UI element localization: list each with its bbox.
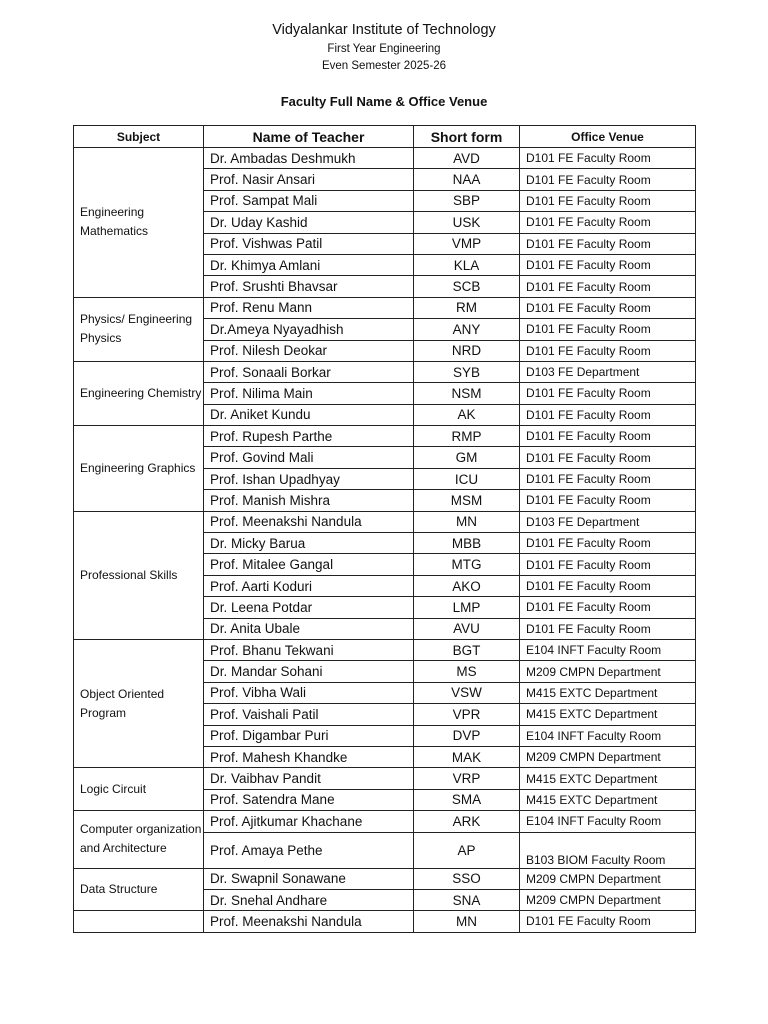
office-venue-cell: M209 CMPN Department <box>520 889 696 910</box>
short-form-cell: NAA <box>414 169 520 190</box>
column-header-short-form: Short form <box>414 126 520 148</box>
short-form-cell: AP <box>414 832 520 868</box>
office-venue-cell: D101 FE Faculty Room <box>520 383 696 404</box>
office-venue-cell: D101 FE Faculty Room <box>520 319 696 340</box>
teacher-name-cell: Prof. Bhanu Tekwani <box>204 639 414 660</box>
teacher-name-cell: Prof. Srushti Bhavsar <box>204 276 414 297</box>
short-form-cell: VRP <box>414 768 520 789</box>
teacher-name-cell: Prof. Meenakshi Nandula <box>204 911 414 932</box>
office-venue-cell: M209 CMPN Department <box>520 868 696 889</box>
short-form-cell: MN <box>414 911 520 932</box>
teacher-name-cell: Prof. Manish Mishra <box>204 490 414 511</box>
office-venue-cell: D101 FE Faculty Room <box>520 426 696 447</box>
teacher-name-cell: Dr. Snehal Andhare <box>204 889 414 910</box>
office-venue-cell: D101 FE Faculty Room <box>520 212 696 233</box>
teacher-name-cell: Dr. Vaibhav Pandit <box>204 768 414 789</box>
short-form-cell: BGT <box>414 639 520 660</box>
short-form-cell: VSW <box>414 682 520 703</box>
faculty-table <box>73 125 696 933</box>
table-row <box>74 361 696 382</box>
office-venue-cell: M415 EXTC Department <box>520 789 696 810</box>
teacher-name-cell: Dr. Uday Kashid <box>204 212 414 233</box>
short-form-cell: MBB <box>414 533 520 554</box>
office-venue-cell: D103 FE Department <box>520 361 696 382</box>
short-form-cell: DVP <box>414 725 520 746</box>
column-header-teacher: Name of Teacher <box>204 126 414 148</box>
office-venue-cell: D101 FE Faculty Room <box>520 190 696 211</box>
column-header-subject: Subject <box>74 126 204 148</box>
document-title: Faculty Full Name & Office Venue <box>280 94 488 109</box>
teacher-name-cell: Dr. Aniket Kundu <box>204 404 414 425</box>
office-venue-cell: B103 BIOM Faculty Room <box>520 832 696 868</box>
table-row <box>74 297 696 318</box>
subject-cell: Engineering Chemistry <box>74 361 204 425</box>
subject-cell: Computer organization and Architecture <box>74 811 204 868</box>
office-venue-cell: M209 CMPN Department <box>520 746 696 767</box>
table-row <box>74 911 696 932</box>
office-venue-cell: D101 FE Faculty Room <box>520 148 696 169</box>
office-venue-cell: D101 FE Faculty Room <box>520 447 696 468</box>
teacher-name-cell: Prof. Vibha Wali <box>204 682 414 703</box>
teacher-name-cell: Prof. Nasir Ansari <box>204 169 414 190</box>
teacher-name-cell: Prof. Sampat Mali <box>204 190 414 211</box>
office-venue-cell: D101 FE Faculty Room <box>520 233 696 254</box>
teacher-name-cell: Dr. Swapnil Sonawane <box>204 868 414 889</box>
office-venue-cell: D101 FE Faculty Room <box>520 597 696 618</box>
office-venue-cell: D101 FE Faculty Room <box>520 297 696 318</box>
short-form-cell: ICU <box>414 468 520 489</box>
office-venue-cell: D101 FE Faculty Room <box>520 490 696 511</box>
table-row <box>74 811 696 832</box>
teacher-name-cell: Prof. Mitalee Gangal <box>204 554 414 575</box>
teacher-name-cell: Prof. Digambar Puri <box>204 725 414 746</box>
subject-cell: Engineering Graphics <box>74 426 204 512</box>
short-form-cell: NSM <box>414 383 520 404</box>
short-form-cell: ARK <box>414 811 520 832</box>
short-form-cell: SMA <box>414 789 520 810</box>
short-form-cell: SYB <box>414 361 520 382</box>
column-header-office-venue: Office Venue <box>520 126 696 148</box>
short-form-cell: RM <box>414 297 520 318</box>
teacher-name-cell: Prof. Ishan Upadhyay <box>204 468 414 489</box>
short-form-cell: GM <box>414 447 520 468</box>
office-venue-cell: D101 FE Faculty Room <box>520 911 696 932</box>
office-venue-cell: D101 FE Faculty Room <box>520 169 696 190</box>
semester-label: Even Semester 2025-26 <box>321 60 447 72</box>
short-form-cell: LMP <box>414 597 520 618</box>
short-form-cell: MN <box>414 511 520 532</box>
short-form-cell: NRD <box>414 340 520 361</box>
teacher-name-cell: Prof. Satendra Mane <box>204 789 414 810</box>
short-form-cell: MAK <box>414 746 520 767</box>
table-row <box>74 639 696 660</box>
short-form-cell: AVU <box>414 618 520 639</box>
short-form-cell: MTG <box>414 554 520 575</box>
short-form-cell: MSM <box>414 490 520 511</box>
office-venue-cell: M415 EXTC Department <box>520 682 696 703</box>
office-venue-cell: D101 FE Faculty Room <box>520 340 696 361</box>
table-body <box>74 148 696 933</box>
table-row <box>74 426 696 447</box>
short-form-cell: AVD <box>414 148 520 169</box>
teacher-name-cell: Prof. Ajitkumar Khachane <box>204 811 414 832</box>
office-venue-cell: D101 FE Faculty Room <box>520 575 696 596</box>
teacher-name-cell: Prof. Vishwas Patil <box>204 233 414 254</box>
teacher-name-cell: Prof. Nilima Main <box>204 383 414 404</box>
office-venue-cell: E104 INFT Faculty Room <box>520 725 696 746</box>
teacher-name-cell: Prof. Mahesh Khandke <box>204 746 414 767</box>
subject-cell: Professional Skills <box>74 511 204 639</box>
teacher-name-cell: Prof. Nilesh Deokar <box>204 340 414 361</box>
teacher-name-cell: Dr. Mandar Sohani <box>204 661 414 682</box>
office-venue-cell: D103 FE Department <box>520 511 696 532</box>
office-venue-cell: D101 FE Faculty Room <box>520 404 696 425</box>
short-form-cell: SCB <box>414 276 520 297</box>
teacher-name-cell: Dr. Leena Potdar <box>204 597 414 618</box>
office-venue-cell: D101 FE Faculty Room <box>520 254 696 275</box>
subject-cell: Logic Circuit <box>74 768 204 811</box>
table-row <box>74 148 696 169</box>
teacher-name-cell: Dr. Micky Barua <box>204 533 414 554</box>
short-form-cell: AK <box>414 404 520 425</box>
teacher-name-cell: Dr. Khimya Amlani <box>204 254 414 275</box>
teacher-name-cell: Dr. Ambadas Deshmukh <box>204 148 414 169</box>
table-header-row <box>74 126 696 148</box>
year-label: First Year Engineering <box>327 43 441 55</box>
office-venue-cell: D101 FE Faculty Room <box>520 554 696 575</box>
short-form-cell: SNA <box>414 889 520 910</box>
short-form-cell: SSO <box>414 868 520 889</box>
subject-cell: Physics/ Engineering Physics <box>74 297 204 361</box>
subject-cell: Data Structure <box>74 868 204 911</box>
short-form-cell: KLA <box>414 254 520 275</box>
office-venue-cell: M209 CMPN Department <box>520 661 696 682</box>
teacher-name-cell: Prof. Govind Mali <box>204 447 414 468</box>
subject-cell <box>74 911 204 932</box>
short-form-cell: RMP <box>414 426 520 447</box>
teacher-name-cell: Prof. Meenakshi Nandula <box>204 511 414 532</box>
short-form-cell: SBP <box>414 190 520 211</box>
office-venue-cell: M415 EXTC Department <box>520 704 696 725</box>
teacher-name-cell: Prof. Aarti Koduri <box>204 575 414 596</box>
office-venue-cell: D101 FE Faculty Room <box>520 618 696 639</box>
office-venue-cell: E104 INFT Faculty Room <box>520 811 696 832</box>
subject-cell: Engineering Mathematics <box>74 148 204 298</box>
table-row <box>74 768 696 789</box>
office-venue-cell: M415 EXTC Department <box>520 768 696 789</box>
teacher-name-cell: Prof. Amaya Pethe <box>204 832 414 868</box>
short-form-cell: VPR <box>414 704 520 725</box>
short-form-cell: AKO <box>414 575 520 596</box>
short-form-cell: ANY <box>414 319 520 340</box>
subject-cell: Object Oriented Program <box>74 639 204 767</box>
short-form-cell: MS <box>414 661 520 682</box>
institute-name: Vidyalankar Institute of Technology <box>272 22 496 38</box>
teacher-name-cell: Dr. Anita Ubale <box>204 618 414 639</box>
office-venue-cell: D101 FE Faculty Room <box>520 276 696 297</box>
office-venue-cell: E104 INFT Faculty Room <box>520 639 696 660</box>
teacher-name-cell: Prof. Renu Mann <box>204 297 414 318</box>
office-venue-cell: D101 FE Faculty Room <box>520 533 696 554</box>
table-row <box>74 868 696 889</box>
teacher-name-cell: Dr.Ameya Nyayadhish <box>204 319 414 340</box>
short-form-cell: VMP <box>414 233 520 254</box>
teacher-name-cell: Prof. Rupesh Parthe <box>204 426 414 447</box>
short-form-cell: USK <box>414 212 520 233</box>
teacher-name-cell: Prof. Sonaali Borkar <box>204 361 414 382</box>
teacher-name-cell: Prof. Vaishali Patil <box>204 704 414 725</box>
office-venue-cell: D101 FE Faculty Room <box>520 468 696 489</box>
table-row <box>74 511 696 532</box>
